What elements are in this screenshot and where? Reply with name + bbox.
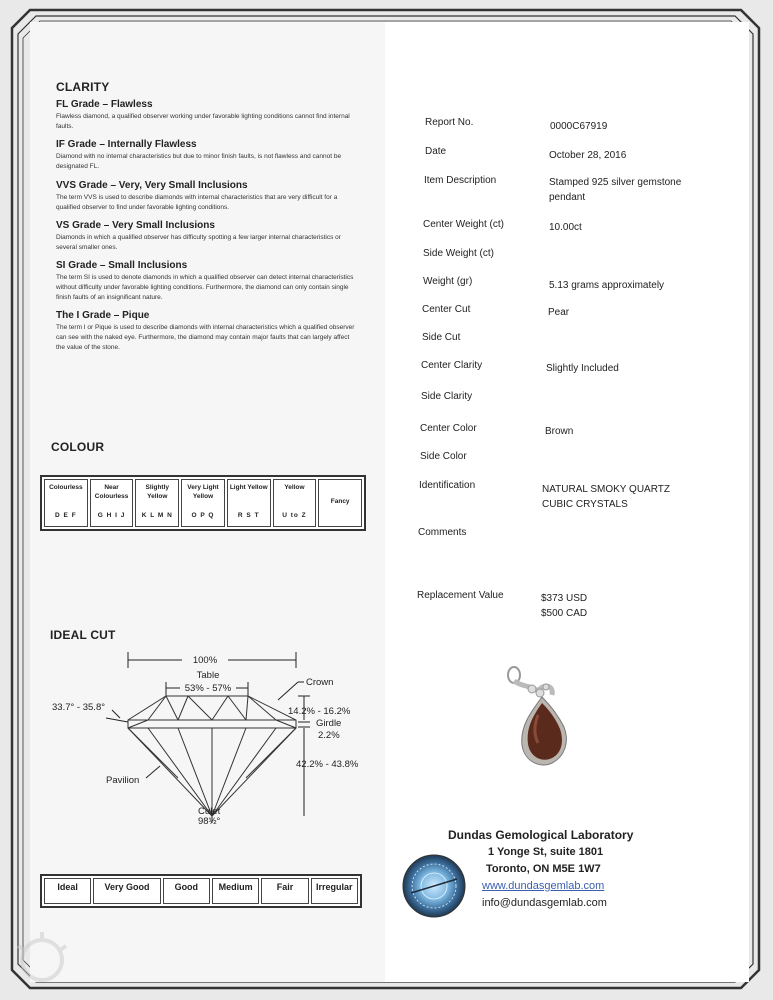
colour-scale [40, 475, 366, 531]
grade-description: Diamonds in which a qualified observer has difficulty spotting a few larger internal characteristics or several smaller ones. [56, 234, 341, 251]
center-cut-value: Pear [548, 307, 570, 318]
weight-gr-value: 5.13 grams approximately [549, 280, 665, 291]
identification-label: Identification [419, 480, 476, 491]
date-value: October 28, 2016 [549, 150, 627, 161]
colour-label: Colourless [49, 484, 83, 491]
crown-angle-label: 33.7° - 35.8° [52, 702, 106, 713]
colour-cell-very-light-yellow [181, 479, 225, 527]
cut-grade-scale [40, 874, 362, 908]
lab-name: Dundas Gemological Laboratory [448, 828, 634, 842]
clarity-title: CLARITY [56, 80, 110, 94]
report-no-label: Report No. [425, 117, 474, 128]
culet-label-group [198, 807, 220, 827]
replacement-value-label: Replacement Value [417, 590, 504, 601]
clarity-grade-vvs [56, 180, 356, 213]
cut-grade-medium: Medium [212, 878, 259, 904]
lab-website-link[interactable]: www.dundasgemlab.com [482, 880, 605, 892]
clarity-grade-fl [56, 99, 356, 132]
grade-description: The term I or Pique is used to describe diamonds with internal characteristics which a qualified observer can see with the naked eye. Furthermore, the diamond may contain major faults that can largely affect the value of the stone. [56, 324, 355, 351]
diamond-outline [128, 696, 296, 816]
side-weight-label: Side Weight (ct) [423, 248, 494, 259]
grade-description: The term SI is used to denote diamonds in which a qualified observer can detect internal characteristics without difficulty under favorable lighting conditions. Furthermore, the diamond can only contain single finish faults of an insignificant nature. [56, 274, 354, 301]
lab-info [448, 827, 748, 912]
colour-cell-slightly-yellow [135, 479, 179, 527]
side-cut-label: Side Cut [422, 332, 461, 343]
ideal-cut-title: IDEAL CUT [50, 628, 116, 642]
colour-cell-yellow [273, 479, 317, 527]
colour-cell-fancy [318, 479, 362, 527]
grade-title: FL Grade – Flawless [56, 99, 153, 110]
girdle-label: Girdle [316, 718, 342, 729]
weight-gr-label: Weight (gr) [423, 276, 473, 287]
center-clarity-value: Slightly Included [546, 363, 619, 374]
grade-title: VVS Grade – Very, Very Small Inclusions [56, 180, 248, 191]
cut-grade-good: Good [163, 878, 210, 904]
clarity-grade-vs [56, 220, 356, 253]
cut-grade-irregular: Irregular [311, 878, 358, 904]
colour-label: Very Light Yellow [187, 484, 219, 500]
report-no-value: 0000C67919 [550, 121, 608, 132]
table-range-label: 53% - 57% [184, 683, 232, 694]
center-weight-value: 10.00ct [549, 222, 582, 233]
colour-title: COLOUR [51, 440, 105, 454]
colour-grades: G H I J [97, 512, 126, 519]
cut-grade-very-good: Very Good [93, 878, 160, 904]
colour-label: Near Colourless [94, 484, 129, 500]
lab-address-line-2: Toronto, ON M5E 1W7 [486, 863, 601, 875]
grade-title: SI Grade – Small Inclusions [56, 260, 188, 271]
colour-grades: O P Q [191, 512, 215, 519]
date-label: Date [425, 146, 447, 157]
colour-grades: D E F [55, 512, 77, 519]
colour-label: Fancy [330, 498, 350, 505]
pavilion-label: Pavilion [106, 775, 140, 786]
pavilion-depth-label: 42.2% - 43.8% [296, 759, 359, 770]
culet-angle-label: 98½° [198, 816, 221, 827]
lab-email[interactable]: info@dundasgemlab.com [482, 897, 607, 909]
colour-cell-near-colourless [90, 479, 134, 527]
clarity-grade-if [56, 139, 356, 172]
diamond-proportions-diagram [48, 648, 368, 828]
center-cut-label: Center Cut [422, 304, 471, 315]
comments-label: Comments [418, 527, 467, 538]
identification-value: NATURAL SMOKY QUARTZ CUBIC CRYSTALS [542, 484, 670, 510]
clarity-grade-si [56, 260, 356, 303]
center-color-label: Center Color [420, 423, 477, 434]
total-width-label: 100% [192, 655, 218, 666]
replacement-value: $373 USD $500 CAD [541, 593, 588, 619]
item-description-label: Item Description [424, 175, 497, 186]
crown-height-label: 14.2% - 16.2% [288, 706, 351, 717]
girdle-pct-label: 2.2% [318, 730, 340, 741]
lab-address-line-1: 1 Yonge St, suite 1801 [488, 846, 604, 858]
grade-description: The term VVS is used to describe diamonds with internal characteristics that are very difficult for a qualified observer to find under favorable lighting conditions. [56, 194, 338, 211]
colour-grades: K L M N [141, 512, 173, 519]
colour-cell-light-yellow [227, 479, 271, 527]
culet-label: Culet [198, 806, 221, 817]
colour-label: Light Yellow [229, 484, 268, 491]
side-color-label: Side Color [420, 451, 467, 462]
center-color-value: Brown [545, 426, 574, 437]
side-clarity-label: Side Clarity [421, 391, 473, 402]
center-weight-label: Center Weight (ct) [423, 219, 504, 230]
cut-grade-fair: Fair [261, 878, 308, 904]
table-label: Table [196, 670, 220, 681]
crown-label: Crown [306, 677, 334, 688]
colour-cell-colourless [44, 479, 88, 527]
colour-label: Slightly Yellow [145, 484, 170, 500]
grade-title: The I Grade – Pique [56, 310, 150, 321]
grade-description: Flawless diamond, a qualified observer working under favorable lighting conditions cannot find internal faults. [56, 113, 350, 130]
colour-grades: U to Z [282, 512, 307, 519]
colour-grades: R S T [237, 512, 260, 519]
center-clarity-label: Center Clarity [421, 360, 483, 371]
auction-watermark-logo [8, 926, 118, 990]
pendant-photo [500, 663, 580, 778]
item-description-value: Stamped 925 silver gemstone pendant [549, 177, 682, 203]
cut-grade-ideal: Ideal [44, 878, 91, 904]
hologram-seal [401, 853, 467, 919]
clarity-grade-i [56, 310, 356, 353]
grade-title: VS Grade – Very Small Inclusions [56, 220, 215, 231]
grade-description: Diamond with no internal characteristics but due to minor finish faults, is not flawless and cannot be designated FL. [56, 153, 342, 170]
colour-label: Yellow [284, 484, 305, 491]
grade-title: IF Grade – Internally Flawless [56, 139, 197, 150]
